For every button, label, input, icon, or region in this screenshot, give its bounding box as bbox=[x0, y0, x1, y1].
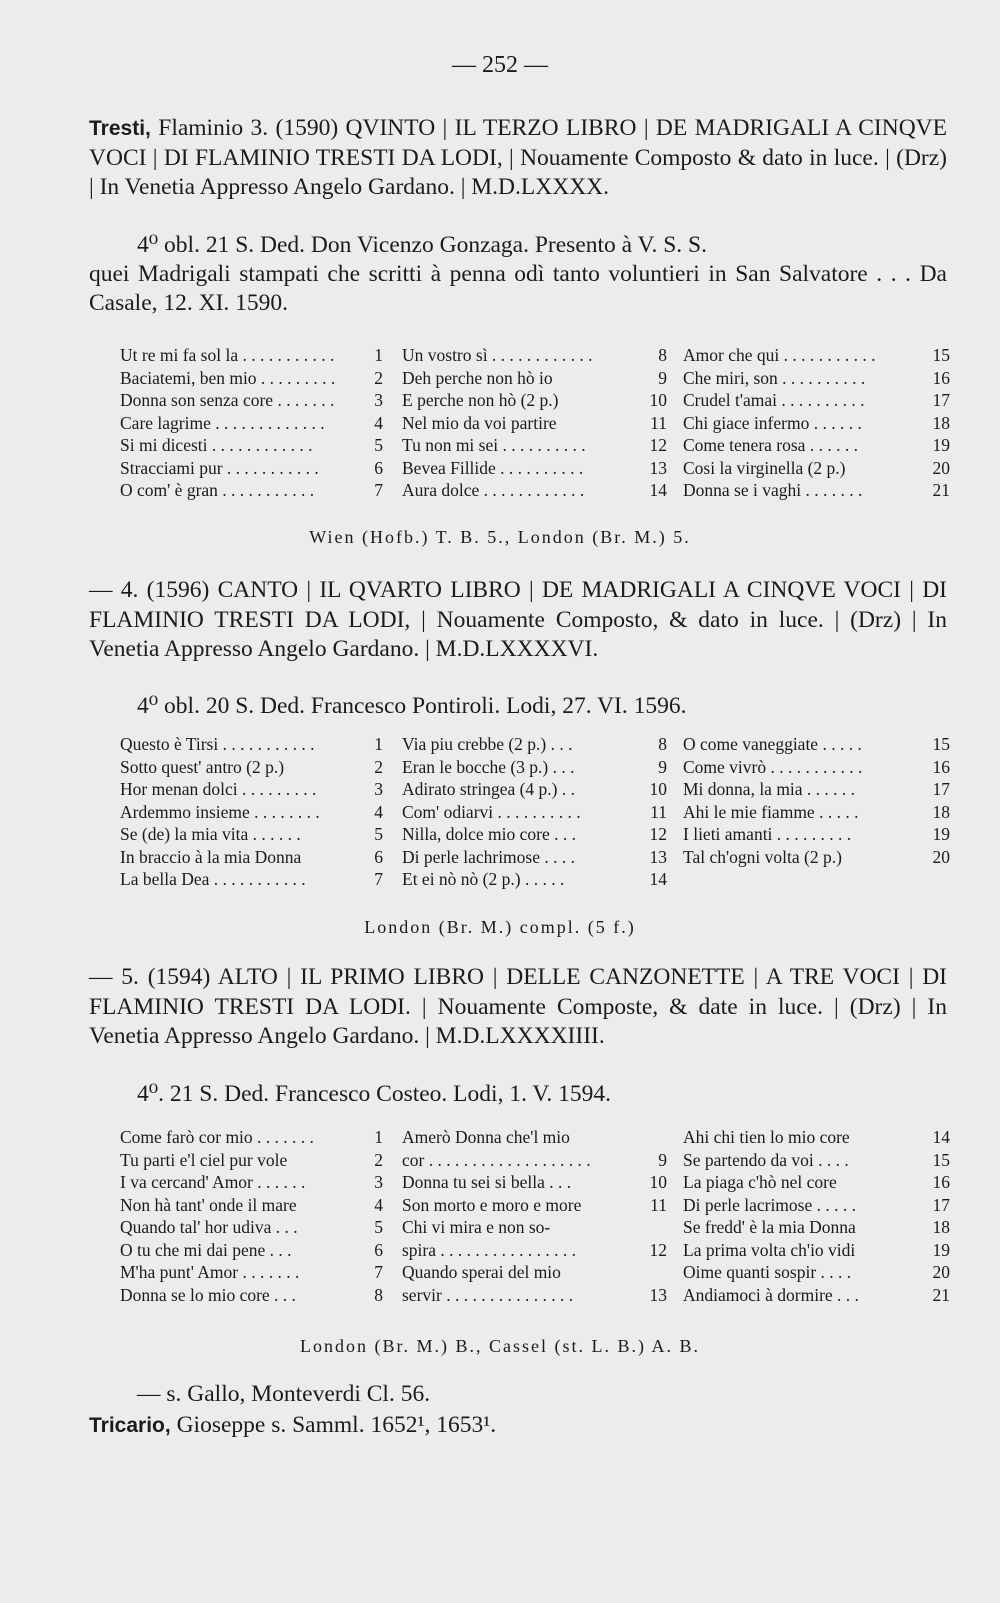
piece-number: 16 bbox=[932, 756, 950, 777]
piece-title: Amerò Donna che'l mio bbox=[402, 1127, 570, 1147]
piece-number: 18 bbox=[932, 801, 950, 822]
piece-number: 20 bbox=[932, 1262, 950, 1282]
contents-column bbox=[402, 733, 667, 891]
page-number: — 252 — bbox=[452, 52, 548, 78]
piece-title: Care lagrime . . . . . . . . . . . . . bbox=[120, 412, 325, 433]
piece-title: Cosi la virginella (2 p.) bbox=[683, 457, 846, 478]
piece-title: Via piu crebbe (2 p.) . . . bbox=[402, 734, 573, 754]
contents-entry bbox=[683, 1194, 950, 1217]
piece-number: 20 bbox=[932, 457, 950, 478]
contents-entry bbox=[120, 778, 383, 801]
contents-entry bbox=[683, 778, 950, 801]
piece-number: 10 bbox=[649, 390, 667, 410]
contents-entry bbox=[402, 479, 667, 502]
contents-entry bbox=[402, 344, 667, 367]
contents-entry bbox=[120, 1239, 383, 1262]
piece-number: 5 bbox=[374, 435, 383, 455]
piece-number: 6 bbox=[374, 457, 383, 478]
contents-entry bbox=[120, 733, 383, 756]
entry-4-dedication-line1: 4⁰ obl. 20 S. Ded. Francesco Pontiroli. Lodi, 27. VI. 1596. bbox=[137, 693, 687, 719]
piece-title: La prima volta ch'io vidi bbox=[683, 1239, 856, 1260]
piece-number: 4 bbox=[374, 801, 383, 822]
piece-number: 4 bbox=[374, 1194, 383, 1215]
piece-title: In braccio à la mia Donna bbox=[120, 846, 302, 867]
entry-4-title: — 4. (1596) CANTO | IL QVARTO LIBRO | DE MADRIGALI A CINQVE VOCI | DI FLAMINIO TRESTI DA LODI, | Nouamente Composto, & dato in luce. | (Drz) | In Venetia Appresso Angelo Gardano. | M.D.LXXXXVI. bbox=[89, 577, 947, 662]
contents-column bbox=[402, 344, 667, 502]
entry-3-libraries: Wien (Hofb.) T. B. 5., London (Br. M.) 5. bbox=[309, 527, 691, 547]
piece-number: 4 bbox=[374, 412, 383, 433]
piece-number: 12 bbox=[649, 1239, 667, 1260]
piece-number: 2 bbox=[374, 1149, 383, 1170]
contents-entry bbox=[683, 1216, 950, 1239]
piece-number: 12 bbox=[649, 435, 667, 455]
piece-title: Andiamoci à dormire . . . bbox=[683, 1284, 859, 1305]
piece-title: Quando tal' hor udiva . . . bbox=[120, 1217, 298, 1237]
piece-number: 12 bbox=[649, 824, 667, 844]
piece-number: 16 bbox=[932, 1172, 950, 1192]
piece-title: spira . . . . . . . . . . . . . . . . bbox=[402, 1239, 577, 1260]
piece-title: Ahi chi tien lo mio core bbox=[683, 1127, 850, 1147]
piece-title: Di perle lacrimose . . . . . bbox=[683, 1194, 857, 1215]
piece-title: Adirato stringea (4 p.) . . bbox=[402, 779, 576, 799]
piece-title: Amor che qui . . . . . . . . . . . bbox=[683, 345, 876, 365]
piece-number: 5 bbox=[374, 824, 383, 844]
piece-number: 1 bbox=[374, 345, 383, 365]
contents-entry bbox=[683, 1171, 950, 1194]
contents-entry bbox=[402, 1149, 667, 1172]
contents-entry bbox=[402, 756, 667, 779]
entry-3-dedication bbox=[89, 231, 947, 318]
next-entry-text: Gioseppe s. Samml. 1652¹, 1653¹. bbox=[170, 1412, 497, 1438]
piece-number: 7 bbox=[374, 869, 383, 889]
contents-entry bbox=[683, 823, 950, 846]
contents-entry bbox=[402, 434, 667, 457]
contents-entry bbox=[402, 389, 667, 412]
contents-entry bbox=[683, 756, 950, 779]
piece-number: 3 bbox=[374, 1172, 383, 1192]
contents-entry bbox=[683, 389, 950, 412]
piece-title: Se (de) la mia vita . . . . . . bbox=[120, 824, 301, 844]
entry-author: Tricario, bbox=[89, 1414, 171, 1437]
piece-title: Come vivrò . . . . . . . . . . . bbox=[683, 756, 863, 777]
piece-title: Se fredd' è la mia Donna bbox=[683, 1217, 856, 1237]
piece-number: 10 bbox=[649, 779, 667, 799]
entry-5-contents bbox=[120, 1126, 950, 1311]
piece-title: Ahi le mie fiamme . . . . . bbox=[683, 801, 859, 822]
piece-number: 18 bbox=[932, 412, 950, 433]
piece-title: Donna son senza core . . . . . . . bbox=[120, 390, 335, 410]
piece-title: Tu parti e'l ciel pur vole bbox=[120, 1149, 288, 1170]
contents-entry bbox=[402, 1194, 667, 1217]
piece-number: 7 bbox=[374, 480, 383, 500]
contents-entry bbox=[120, 479, 383, 502]
piece-title: Oime quanti sospir . . . . bbox=[683, 1262, 852, 1282]
cross-reference-text: — s. Gallo, Monteverdi Cl. 56. bbox=[137, 1381, 431, 1407]
piece-title: cor . . . . . . . . . . . . . . . . . . . bbox=[402, 1149, 591, 1170]
contents-column bbox=[120, 733, 383, 891]
entry-3-dedication-rest: quei Madrigali stampati che scritti à penna odì tanto voluntieri in San Salvatore . . . Da Casale, 12. XI. 1590. bbox=[89, 261, 947, 316]
piece-title: Quando sperai del mio bbox=[402, 1262, 561, 1282]
piece-number: 21 bbox=[932, 1284, 950, 1305]
piece-title: Un vostro sì . . . . . . . . . . . . bbox=[402, 345, 593, 365]
piece-number: 14 bbox=[649, 480, 667, 500]
piece-title: Nilla, dolce mio core . . . bbox=[402, 824, 576, 844]
piece-title: Aura dolce . . . . . . . . . . . . bbox=[402, 480, 585, 500]
contents-column bbox=[683, 344, 950, 502]
piece-title: Eran le bocche (3 p.) . . . bbox=[402, 756, 575, 777]
piece-number: 16 bbox=[932, 367, 950, 388]
contents-entry bbox=[402, 868, 667, 891]
piece-number: 9 bbox=[658, 1149, 667, 1170]
piece-number: 10 bbox=[649, 1172, 667, 1192]
contents-entry bbox=[120, 1284, 383, 1307]
contents-entry bbox=[402, 457, 667, 480]
piece-number: 9 bbox=[658, 756, 667, 777]
piece-number: 21 bbox=[932, 480, 950, 500]
piece-number: 6 bbox=[374, 1239, 383, 1260]
contents-entry bbox=[683, 457, 950, 480]
piece-number: 19 bbox=[932, 824, 950, 844]
entry-5-dedication bbox=[89, 1080, 947, 1109]
contents-entry bbox=[683, 1239, 950, 1262]
entry-4-dedication bbox=[89, 692, 947, 721]
contents-entry bbox=[683, 1261, 950, 1284]
contents-entry bbox=[683, 434, 950, 457]
entry-author: Tresti, bbox=[89, 117, 151, 140]
contents-entry bbox=[683, 733, 950, 756]
piece-title: I va cercand' Amor . . . . . . bbox=[120, 1172, 306, 1192]
contents-entry bbox=[402, 778, 667, 801]
contents-entry bbox=[402, 367, 667, 390]
piece-number: 8 bbox=[658, 734, 667, 754]
contents-entry bbox=[120, 1171, 383, 1194]
piece-number: 11 bbox=[650, 801, 667, 822]
piece-number: 1 bbox=[374, 734, 383, 754]
piece-number: 1 bbox=[374, 1127, 383, 1147]
piece-title: Et ei nò nò (2 p.) . . . . . bbox=[402, 869, 565, 889]
piece-title: Chi giace infermo . . . . . . bbox=[683, 412, 862, 433]
piece-title: Com' odiarvi . . . . . . . . . . bbox=[402, 801, 581, 822]
piece-number: 8 bbox=[658, 345, 667, 365]
piece-number: 15 bbox=[932, 345, 950, 365]
piece-title: Si mi dicesti . . . . . . . . . . . . bbox=[120, 435, 313, 455]
contents-entry bbox=[402, 412, 667, 435]
piece-number: 19 bbox=[932, 1239, 950, 1260]
piece-title: Donna se lo mio core . . . bbox=[120, 1284, 296, 1305]
entry-5-libraries: London (Br. M.) B., Cassel (st. L. B.) A. B. bbox=[299, 1336, 700, 1356]
contents-entry bbox=[683, 367, 950, 390]
entry-3-dedication-line1: 4⁰ obl. 21 S. Ded. Don Vicenzo Gonzaga. Presento à V. S. S. bbox=[137, 232, 708, 258]
piece-title: Baciatemi, ben mio . . . . . . . . . bbox=[120, 367, 336, 388]
piece-title: I lieti amanti . . . . . . . . . bbox=[683, 824, 852, 844]
contents-entry bbox=[402, 1261, 667, 1284]
piece-title: Che miri, son . . . . . . . . . . bbox=[683, 367, 866, 388]
piece-number: 5 bbox=[374, 1217, 383, 1237]
piece-number: 14 bbox=[649, 869, 667, 889]
contents-entry bbox=[402, 1171, 667, 1194]
contents-entry bbox=[120, 1126, 383, 1149]
piece-title: Non hà tant' onde il mare bbox=[120, 1194, 297, 1215]
contents-entry bbox=[402, 1126, 667, 1149]
piece-title: M'ha punt' Amor . . . . . . . bbox=[120, 1262, 300, 1282]
entry-3-contents bbox=[120, 344, 950, 504]
piece-number: 13 bbox=[649, 457, 667, 478]
piece-title: Come tenera rosa . . . . . . bbox=[683, 435, 858, 455]
piece-title: Bevea Fillide . . . . . . . . . . bbox=[402, 457, 584, 478]
contents-entry bbox=[120, 457, 383, 480]
piece-number: 17 bbox=[932, 390, 950, 410]
piece-title: Deh perche non hò io bbox=[402, 367, 553, 388]
contents-entry bbox=[120, 434, 383, 457]
piece-number: 11 bbox=[650, 1194, 667, 1215]
contents-entry bbox=[120, 1261, 383, 1284]
piece-title: Di perle lachrimose . . . . bbox=[402, 846, 576, 867]
contents-entry bbox=[120, 868, 383, 891]
piece-title: Stracciami pur . . . . . . . . . . . bbox=[120, 457, 319, 478]
piece-number: 9 bbox=[658, 367, 667, 388]
piece-title: Sotto quest' antro (2 p.) bbox=[120, 756, 285, 777]
contents-column bbox=[683, 1126, 950, 1306]
piece-title: Come farò cor mio . . . . . . . bbox=[120, 1127, 314, 1147]
contents-entry bbox=[120, 412, 383, 435]
contents-entry bbox=[683, 479, 950, 502]
contents-entry bbox=[402, 1216, 667, 1239]
piece-number: 11 bbox=[650, 412, 667, 433]
contents-column bbox=[120, 344, 383, 502]
piece-number: 2 bbox=[374, 367, 383, 388]
contents-entry bbox=[120, 1194, 383, 1217]
contents-entry bbox=[120, 367, 383, 390]
piece-title: servir . . . . . . . . . . . . . . . bbox=[402, 1284, 574, 1305]
contents-column bbox=[120, 1126, 383, 1306]
contents-entry bbox=[402, 1239, 667, 1262]
contents-column bbox=[683, 733, 950, 868]
piece-title: La piaga c'hò nel core bbox=[683, 1172, 837, 1192]
contents-entry bbox=[120, 823, 383, 846]
contents-entry bbox=[683, 801, 950, 824]
piece-title: Questo è Tirsi . . . . . . . . . . . bbox=[120, 734, 315, 754]
contents-entry bbox=[120, 801, 383, 824]
contents-entry bbox=[683, 412, 950, 435]
entry-3-title-text: Flaminio 3. (1590) QVINTO | IL TERZO LIBRO | DE MADRIGALI A CINQVE VOCI | DI FLAMINIO TRESTI DA LODI, | Nouamente Composto & dato in luce. | (Drz) | In Venetia Appresso Angelo Gardano. | M.D.LXXXX. bbox=[89, 115, 947, 200]
piece-title: O come vaneggiate . . . . . bbox=[683, 734, 862, 754]
piece-number: 17 bbox=[932, 779, 950, 799]
entry-4-contents bbox=[120, 733, 950, 893]
piece-number: 15 bbox=[932, 1149, 950, 1170]
piece-number: 14 bbox=[932, 1127, 950, 1147]
contents-entry bbox=[683, 1149, 950, 1172]
piece-number: 6 bbox=[374, 846, 383, 867]
piece-title: Ut re mi fa sol la . . . . . . . . . . . bbox=[120, 345, 335, 365]
contents-entry bbox=[120, 1149, 383, 1172]
piece-title: Donna se i vaghi . . . . . . . bbox=[683, 480, 863, 500]
piece-title: Mi donna, la mia . . . . . . bbox=[683, 779, 856, 799]
piece-number: 3 bbox=[374, 779, 383, 799]
piece-title: Donna tu sei si bella . . . bbox=[402, 1172, 572, 1192]
contents-column bbox=[402, 1126, 667, 1306]
contents-entry bbox=[120, 756, 383, 779]
piece-title: Chi vi mira e non so- bbox=[402, 1217, 551, 1237]
piece-number: 3 bbox=[374, 390, 383, 410]
piece-title: Hor menan dolci . . . . . . . . . bbox=[120, 779, 317, 799]
piece-number: 8 bbox=[374, 1284, 383, 1305]
piece-title: Ardemmo insieme . . . . . . . . bbox=[120, 801, 320, 822]
contents-entry bbox=[683, 1284, 950, 1307]
contents-entry bbox=[120, 1216, 383, 1239]
piece-number: 19 bbox=[932, 435, 950, 455]
piece-title: La bella Dea . . . . . . . . . . . bbox=[120, 869, 306, 889]
piece-title: Tal ch'ogni volta (2 p.) bbox=[683, 846, 842, 867]
contents-entry bbox=[120, 344, 383, 367]
contents-entry bbox=[402, 733, 667, 756]
piece-title: O tu che mi dai pene . . . bbox=[120, 1239, 292, 1260]
cross-reference bbox=[89, 1380, 947, 1409]
contents-entry bbox=[402, 1284, 667, 1307]
piece-number: 13 bbox=[649, 1284, 667, 1305]
piece-title: Tu non mi sei . . . . . . . . . . bbox=[402, 435, 586, 455]
piece-number: 17 bbox=[932, 1194, 950, 1215]
piece-title: Se partendo da voi . . . . bbox=[683, 1149, 849, 1170]
contents-entry bbox=[402, 801, 667, 824]
entry-3-title bbox=[89, 114, 947, 203]
contents-entry bbox=[120, 846, 383, 869]
piece-title: Crudel t'amai . . . . . . . . . . bbox=[683, 390, 865, 410]
contents-entry bbox=[120, 389, 383, 412]
piece-number: 15 bbox=[932, 734, 950, 754]
piece-title: E perche non hò (2 p.) bbox=[402, 390, 559, 410]
next-entry bbox=[89, 1411, 947, 1441]
contents-entry bbox=[402, 846, 667, 869]
piece-title: O com' è gran . . . . . . . . . . . bbox=[120, 480, 315, 500]
contents-entry bbox=[402, 823, 667, 846]
entry-4-libraries: London (Br. M.) compl. (5 f.) bbox=[364, 917, 636, 937]
piece-title: Nel mio da voi partire bbox=[402, 412, 557, 433]
piece-title: Son morto e moro e more bbox=[402, 1194, 582, 1215]
piece-number: 7 bbox=[374, 1262, 383, 1282]
entry-5-dedication-line1: 4⁰. 21 S. Ded. Francesco Costeo. Lodi, 1. V. 1594. bbox=[137, 1081, 611, 1107]
contents-entry bbox=[683, 1126, 950, 1149]
piece-number: 13 bbox=[649, 846, 667, 867]
piece-number: 2 bbox=[374, 756, 383, 777]
entry-5-title: — 5. (1594) ALTO | IL PRIMO LIBRO | DELLE CANZONETTE | A TRE VOCI | DI FLAMINIO TRESTI DA LODI. | Nouamente Composte, & date in luce. | (Drz) | In Venetia Appresso Angelo Gardano. | M.D.LXXXXIIII. bbox=[89, 964, 947, 1049]
piece-number: 20 bbox=[932, 846, 950, 867]
contents-entry bbox=[683, 846, 950, 869]
contents-entry bbox=[683, 344, 950, 367]
piece-number: 18 bbox=[932, 1217, 950, 1237]
